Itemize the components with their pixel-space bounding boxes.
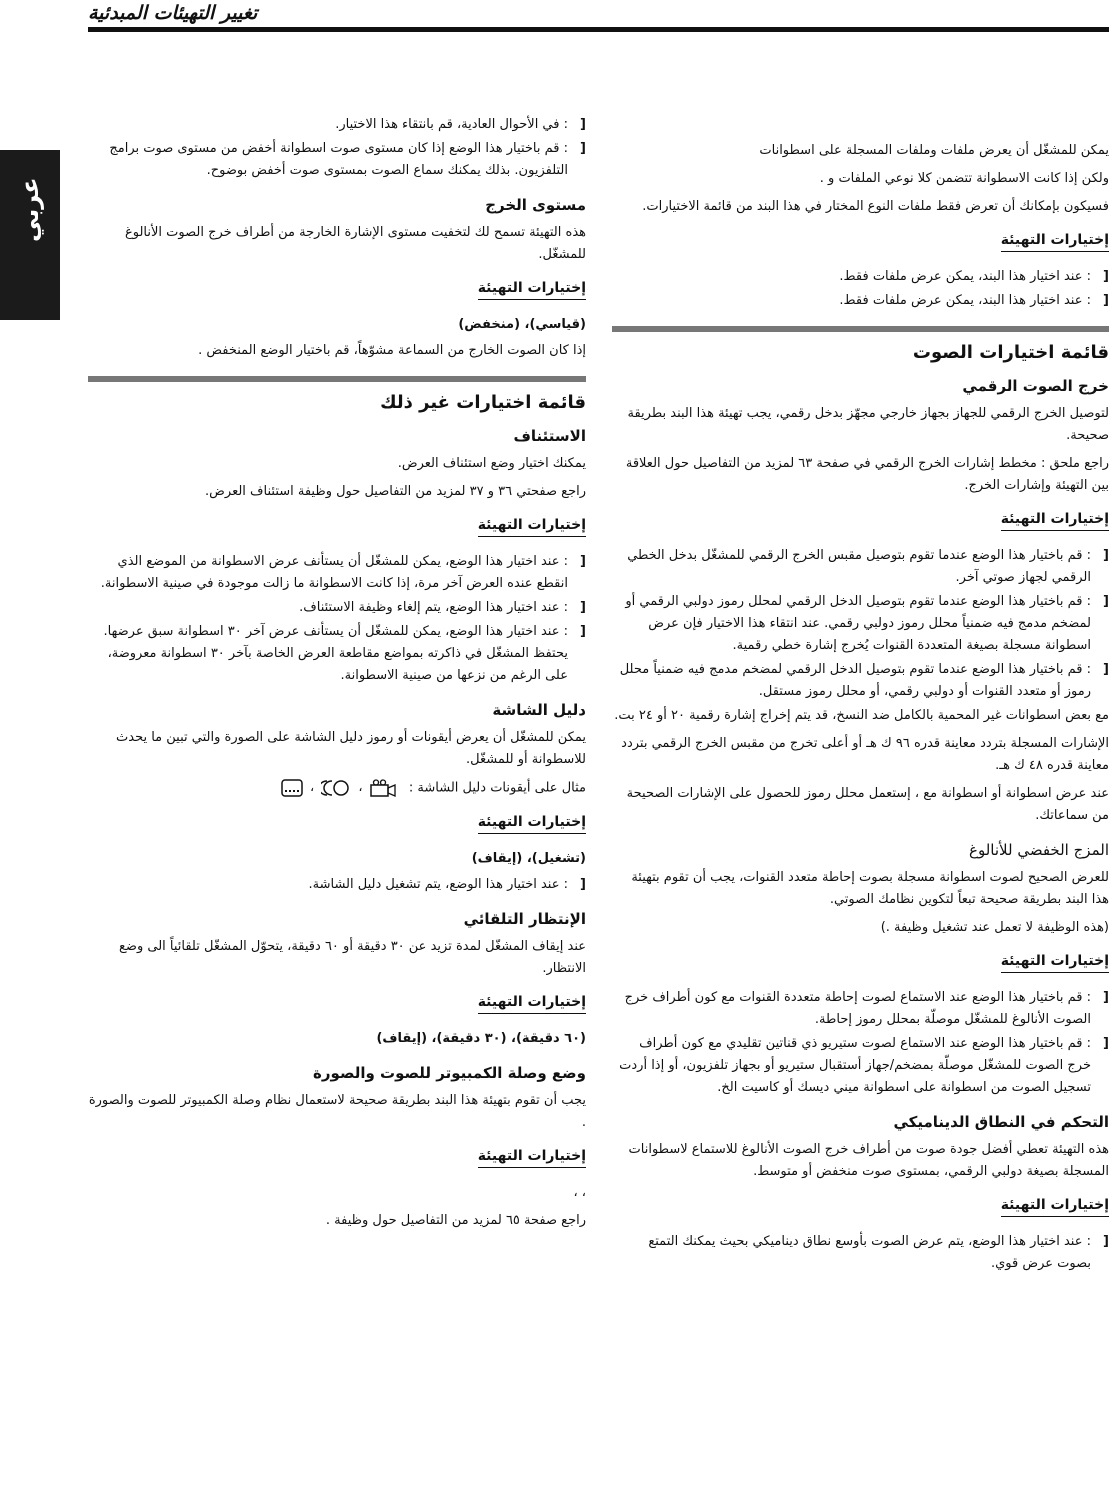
option-line: [ : عند اختيار هذا البند، يمكن عرض ملفات فقط. (612, 266, 1109, 288)
intro-line-3: فسيكون بإمكانك أن تعرض فقط ملفات النوع المختار في هذا البند من قائمة الاختيارات. (642, 199, 1109, 214)
separator: ، (309, 780, 315, 795)
note-line: عند عرض اسطوانة أو اسطوانة مع ، إستعمل محلل رموز للحصول على الإشارات الصحيحة من سماعاتك. (626, 786, 1109, 823)
settings-heading: إختيارات التهيئة (478, 280, 586, 300)
angle-icon (321, 779, 351, 797)
settings-heading: إختيارات التهيئة (1001, 953, 1109, 973)
auto-standby-options: (٦٠ دقيقة)، (٣٠ دقيقة)، (إيقاف) (376, 1030, 586, 1046)
language-side-tab (0, 150, 60, 320)
pc-link-text: يجب أن تقوم بتهيئة هذا البند بطريقة صحيحة لاستعمال نظام وصلة الكمبيوتر للصوت والصورة . (88, 1092, 586, 1130)
resume-heading: الاستئناف (513, 427, 586, 445)
settings-heading: إختيارات التهيئة (478, 1148, 586, 1168)
digital-out-text: راجع ملحق : مخطط إشارات الخرج الرقمي في صفحة ٦٣ لمزيد من التفاصيل حول العلاقة بين التهيئة وإشارات الخرج. (625, 456, 1109, 493)
option-line: [ : قم باختيار هذا الوضع عندما تقوم بتوصيل مقبس الخرج الرقمي للمشغّل بدخل الخطي الرقمي لجهاز صوتي آخر. (612, 545, 1109, 589)
downmix-text: للعرض الصحيح لصوت اسطوانة مسجلة بصوت إحاطة متعدد القنوات، يجب أن تقوم بتهيئة هذا البند بطريقة صحيحة تبعاً لتكوين نظامك الصوتي. (631, 870, 1109, 907)
option-line: [ : قم باختيار هذا الوضع عندما تقوم بتوصيل الدخل الرقمي لمضخم مدمج فيه ضمنياً محلل رموز أو متعدد القنوات أو دولبي رقمي، أو محلل رموز مستقل. (612, 659, 1109, 703)
guide-example (88, 777, 586, 800)
page-header (88, 0, 1109, 32)
settings-heading: إختيارات التهيئة (478, 517, 586, 537)
intro-line-2: ولكن إذا كانت الاسطوانة تتضمن كلا نوعي الملفات و . (819, 171, 1109, 186)
digital-out-text: لتوصيل الخرج الرقمي للجهاز بجهاز خارجي مجهّز بدخل رقمي، يجب تهيئة هذا البند بطريقة صحيحة. (627, 406, 1109, 443)
guide-example-label: مثال على أيقونات دليل الشاشة : (408, 780, 586, 796)
resume-text: راجع صفحتي ٣٦ و ٣٧ لمزيد من التفاصيل حول وظيفة استئناف العرض. (205, 484, 586, 499)
resume-text: يمكنك اختيار وضع استئناف العرض. (397, 456, 586, 471)
section-divider (88, 376, 586, 382)
option-line: [ : قم باختيار هذا الوضع عند الاستماع لصوت إحاطة متعددة القنوات مع كون أطراف خرج الصوت الأنالوغ للمشغّل موصلّة بمحلل رموز إحاطة. (612, 987, 1109, 1031)
header-rule (88, 27, 1109, 32)
settings-heading: إختيارات التهيئة (478, 814, 586, 834)
page-title: تغيير التهيئات المبدئية (88, 2, 258, 24)
intro-line-1: يمكن للمشغّل أن يعرض ملفات وملفات المسجلة على اسطوانات (759, 143, 1109, 158)
section-divider (612, 326, 1109, 332)
note-line: الإشارات المسجلة بتردد معاينة قدره ٩٦ ك هـ أو أعلى تخرج من مقبس الخرج الرقمي بتردد معاينة قدره ٤٨ ك هـ. (621, 736, 1109, 773)
separator: ، (358, 780, 363, 795)
auto-standby-heading: الإنتظار التلقائي (463, 909, 586, 928)
downmix-heading: المزج الخفضي للأنالوغ (969, 841, 1109, 859)
output-note: إذا كان الصوت الخارج من السماعة مشوّهاً، قم باختيار الوضع المنخفض . (198, 343, 586, 358)
option-line: [ : قم باختيار هذا الوضع عندما تقوم بتوصيل الدخل الرقمي لمحلل رموز دولبي الرقمي أو لمضخم مدمج فيه ضمنياً محلل رموز دولبي رقمي. عند انتقاء هذا الاختيار فإن عرض اسطوانة مسجلة بصيغة المتعددة القنوات يُخرج إشارة خطي رقمية. (612, 591, 1109, 657)
language-tab-label: عربي (16, 177, 44, 242)
other-menu-heading: قائمة اختيارات غير ذلك (380, 392, 586, 413)
settings-heading: إختيارات التهيئة (478, 994, 586, 1014)
guide-text: يمكن للمشغّل أن يعرض أيقونات أو رموز دليل الشاشة على الصورة والتي تبين ما يحدث للاسطوانة أو للمشغّل. (116, 730, 586, 767)
output-options: (قياسي)، (منخفض) (458, 317, 586, 332)
left-column (88, 114, 586, 1238)
option-line: [ : عند اختيار هذا الوضع، يتم تشغيل دليل الشاشة. (88, 874, 586, 896)
option-line: [ : عند اختيار هذا الوضع، يمكن للمشغّل أن يستأنف عرض آخر ٣٠ اسطوانة سبق عرضها. يحتفظ المشغّل في ذاكرته بمواضع مقاطعة العرض الخاصة بآخر ٣٠ اسطوانة معروضة، على الرغم من نزعها من صينية الاسطوانة. (88, 621, 586, 687)
drc-heading: التحكم في النطاق الديناميكي (893, 1113, 1109, 1131)
settings-heading: إختيارات التهيئة (1001, 511, 1109, 531)
pc-link-heading: وضع وصلة الكمبيوتر للصوت والصورة (313, 1063, 586, 1082)
pc-link-options: ، ، (573, 1184, 586, 1200)
guide-icons (278, 777, 399, 799)
option-line: [ : عند اختيار هذا الوضع، يتم عرض الصوت بأوسع نطاق ديناميكي بحيث يمكنك التمتع بصوت عرض قوي. (612, 1231, 1109, 1275)
output-level-heading: مستوى الخرج (485, 196, 586, 214)
option-line: [ : في الأحوال العادية، قم بانتقاء هذا الاختيار. (88, 114, 586, 136)
on-screen-guide-heading: دليل الشاشة (492, 701, 586, 719)
option-line: [ : قم باختيار هذا الوضع عند الاستماع لصوت ستيريو ذي قناتين تقليدي مع كون أطراف خرج الصوت للمشغّل موصلّة بمضخم/جهاز أستقبال ستيريو أو بجهاز تلفزيون، أو إذا أردت تسجيل الصوت من اسطوانة على اسطوانة ميني ديسك أو كاسيت الخ. (612, 1033, 1109, 1099)
settings-heading: إختيارات التهيئة (1001, 232, 1109, 252)
camera-icon (370, 779, 396, 797)
auto-standby-text: عند إيقاف المشغّل لمدة تزيد عن ٣٠ دقيقة أو ٦٠ دقيقة، يتحوّل المشغّل تلقائياً الى وضع الانتظار. (118, 938, 586, 976)
option-line: [ : عند اختيار هذا الوضع، يمكن للمشغّل أن يستأنف عرض الاسطوانة من الموضع الذي انقطع عنده العرض آخر مرة، إذا كانت الاسطوانة ما زالت موجودة في صينية الاسطوانة. (88, 551, 586, 595)
audio-menu-heading: قائمة اختيارات الصوت (912, 342, 1109, 363)
digital-out-heading: خرج الصوت الرقمي (962, 377, 1109, 395)
option-line: [ : عند اختيار هذا البند، يمكن عرض ملفات فقط. (612, 290, 1109, 312)
option-line: [ : قم باختيار هذا الوضع إذا كان مستوى صوت اسطوانة أخفض من مستوى صوت برامج التلفزيون. بذلك يمكنك سماع الصوت بمستوى صوت أخفض بوضوح. (88, 138, 586, 182)
note-line: مع بعض اسطوانات غير المحمية بالكامل ضد النسخ، قد يتم إخراج إشارة رقمية ٢٠ أو ٢٤ بت. (614, 708, 1109, 723)
subtitle-icon (281, 779, 303, 797)
guide-options: (تشغيل)، (إيقاف) (471, 850, 586, 866)
settings-heading: إختيارات التهيئة (1001, 1197, 1109, 1217)
downmix-text: (هذه الوظيفة لا تعمل عند تشغيل وظيفة .) (880, 920, 1109, 935)
drc-text: هذه التهيئة تعطي أفضل جودة صوت من أطراف خرج الصوت الأنالوغ للاستماع لاسطوانات المسجلة بصيغة دولبي الرقمي، بمستوى صوت منخفض أو متوسط. (628, 1142, 1109, 1179)
pc-link-note: راجع صفحة ٦٥ لمزيد من التفاصيل حول وظيفة . (325, 1212, 586, 1228)
output-level-text: هذه التهيئة تسمح لك لتخفيت مستوى الإشارة الخارجة من أطراف خرج الصوت الأنالوغ للمشغّل. (124, 225, 586, 262)
option-line: [ : عند اختيار هذا الوضع، يتم إلغاء وظيفة الاستئناف. (88, 597, 586, 619)
right-column (612, 140, 1109, 1277)
